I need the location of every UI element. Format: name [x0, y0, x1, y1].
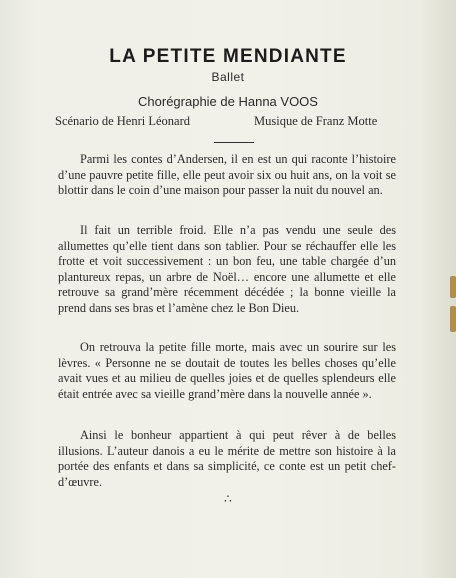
- paragraph: Parmi les contes d’Andersen, il en est un qui raconte l’histoire d’une pauvre petite fille, elle peut avoir six ou huit ans, on la voit se blottir dans le coin d’une maison pour passer la nuit du nouvel an.: [58, 152, 396, 198]
- scenario-credit: Scénario de Henri Léonard: [55, 114, 191, 128]
- edge-stain: [450, 306, 456, 332]
- choreography-credit: Chorégraphie de Hanna VOOS: [138, 94, 318, 109]
- edge-stain: [450, 276, 456, 298]
- paragraph: Ainsi le bonheur appartient à qui peut rêver à de belles illusions. L’auteur danois a eu le mérite de mettre son histoire à la portée des enfants et dans sa simplicité, ce conte est un petit chef-d’œuvre.: [58, 428, 396, 489]
- subtitle: Ballet: [211, 70, 245, 84]
- music-credit: Musique de Franz Motte: [254, 114, 378, 128]
- ornament: ∴: [224, 492, 232, 506]
- page-title: LA PETITE MENDIANTE: [109, 46, 347, 67]
- divider: [214, 142, 254, 143]
- paragraph: Il fait un terrible froid. Elle n’a pas vendu une seule des allumettes qu’elle tient dans son tablier. Pour se réchauffer elle les frotte et voit successivement : un bon feu, une table chargée d’un plantureux repas, un arbre de Noël… encore une allumette et elle retrouve sa grand’mère récemment décédée ; la bonne vieille la prend dans ses bras et l’amène chez le Bon Dieu.: [58, 223, 396, 315]
- paragraph: On retrouva la petite fille morte, mais avec un sourire sur les lèvres. « Personne ne se doutait de toutes les belles choses qu’elle avait vues et au milieu de quelles joies et de quelles splendeurs elle était entrée avec sa vieille grand’mère dans la nouvelle année ».: [58, 340, 396, 401]
